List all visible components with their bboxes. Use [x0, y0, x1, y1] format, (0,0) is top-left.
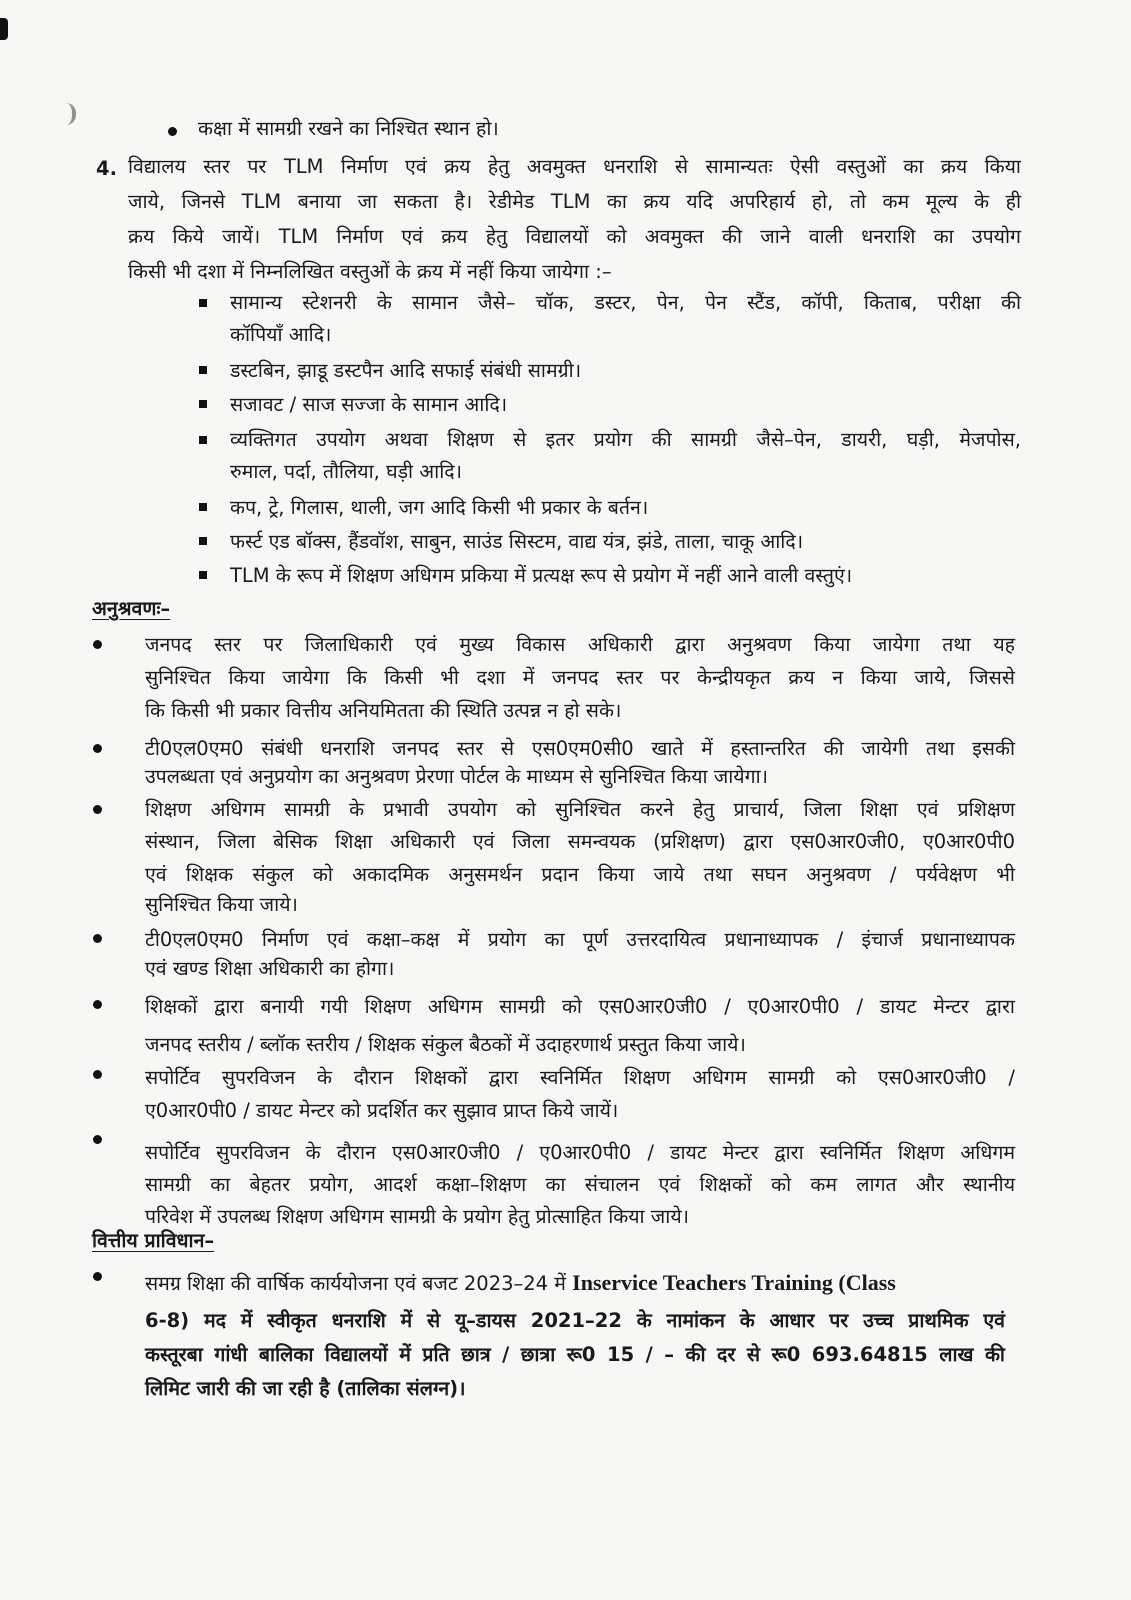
square-bullet-icon: [199, 503, 207, 511]
scan-edge-mark: [0, 18, 8, 40]
scan-punch-mark: [60, 103, 76, 125]
bullet-icon: [93, 640, 102, 649]
item4-line: क्रय किये जायें। TLM निर्माण एवं क्रय हेतु विद्यालयों को अवमुक्त की जाने वाली धनराशि का उपयोग: [128, 225, 1021, 248]
exclusion-item: फर्स्ट एड बॉक्स, हैंडवॉश, साबुन, साउंड सिस्टम, वाद्य यंत्र, झंडे, ताला, चाकू आदि।: [230, 530, 804, 553]
exclusion-item: सजावट / साज सज्जा के सामान आदि।: [230, 393, 508, 416]
bullet-icon: [93, 1000, 102, 1009]
monitoring-item: टी0एल0एम0 निर्माण एवं कक्षा–कक्ष में प्रयोग का पूर्ण उत्तरदायित्व प्रधानाध्यापक / इंचार्ज प्रधानाध्यापक: [145, 928, 1015, 951]
bullet-icon: [93, 1070, 102, 1079]
finance-text: समग्र शिक्षा की वार्षिक कार्ययोजना एवं बजट 2023–24 में: [145, 1272, 566, 1295]
monitoring-item: सुनिश्चित किया जायेगा कि किसी भी दशा में जनपद स्तर पर केन्द्रीयकृत क्रय न किया जाये, जिससे: [145, 666, 1015, 689]
monitoring-item: संस्थान, जिला बेसिक शिक्षा अधिकारी एवं जिला समन्वयक (प्रशिक्षण) द्वारा एस0आर0जी0, ए0आर0पी0: [145, 830, 1015, 853]
exclusion-item: कॉपियाँ आदि।: [230, 323, 332, 346]
monitoring-item: एवं शिक्षक संकुल को अकादमिक अनुसमर्थन प्रदान किया जाये तथा सघन अनुश्रवण / पर्यवेक्षण भी: [145, 863, 1015, 886]
finance-bold-line: लिमिट जारी की जा रही है (तालिका संलग्न)।: [145, 1377, 466, 1400]
finance-bold-line: 6-8) मद में स्वीकृत धनराशि में से यू–डायस 2021–22 के नामांकन के आधार पर उच्च प्राथमिक एवं: [145, 1309, 1005, 1332]
bullet-icon: [93, 1272, 102, 1281]
monitoring-item: टी0एल0एम0 संबंधी धनराशि जनपद स्तर से एस0एम0सी0 खाते में हस्तान्तरित की जायेगी तथा इसकी: [145, 737, 1015, 760]
item-number: 4.: [96, 157, 117, 180]
monitoring-item: जनपद स्तर पर जिलाधिकारी एवं मुख्य विकास अधिकारी द्वारा अनुश्रवण किया जायेगा तथा यह: [145, 633, 1015, 656]
bullet-icon: [168, 127, 177, 136]
item4-line: विद्यालय स्तर पर TLM निर्माण एवं क्रय हेतु अवमुक्त धनराशि से सामान्यतः ऐसी वस्तुओं का क्रय किया: [128, 155, 1021, 178]
finance-heading: वित्तीय प्राविधान–: [92, 1229, 215, 1252]
item4-line: किसी भी दशा में निम्नलिखित वस्तुओं के क्रय में नहीं किया जायेगा :–: [128, 260, 612, 283]
finance-line: [145, 1270, 896, 1297]
square-bullet-icon: [199, 571, 207, 579]
bullet-icon: [93, 1135, 102, 1144]
exclusion-item: सामान्य स्टेशनरी के सामान जैसे– चॉक, डस्टर, पेन, पेन स्टैंड, कॉपी, किताब, परीक्षा की: [230, 291, 1021, 314]
bullet-icon: [93, 744, 102, 753]
monitoring-item: शिक्षकों द्वारा बनायी गयी शिक्षण अधिगम सामग्री को एस0आर0जी0 / ए0आर0पी0 / डायट मेन्टर द्वारा: [145, 995, 1015, 1018]
exclusion-item: कप, ट्रे, गिलास, थाली, जग आदि किसी भी प्रकार के बर्तन।: [230, 496, 649, 519]
exclusion-item: व्यक्तिगत उपयोग अथवा शिक्षण से इतर प्रयोग की सामग्री जैसे–पेन, डायरी, घड़ी, मेजपोस,: [230, 428, 1021, 451]
bullet-icon: [93, 934, 102, 943]
monitoring-item: कि किसी भी प्रकार वित्तीय अनियमितता की स्थिति उत्पन्न न हो सके।: [145, 699, 622, 722]
monitoring-item: सपोर्टिव सुपरविजन के दौरान एस0आर0जी0 / ए0आर0पी0 / डायट मेन्टर द्वारा स्वनिर्मित शिक्षण अधिगम: [145, 1141, 1015, 1164]
finance-bold-line: कस्तूरबा गांधी बालिका विद्यालयों में प्रति छात्र / छात्रा रू0 15 / – की दर से रू0 693.64815 लाख की: [145, 1343, 1005, 1366]
square-bullet-icon: [199, 366, 207, 374]
monitoring-item: परिवेश में उपलब्ध शिक्षण अधिगम सामग्री के प्रयोग हेतु प्रोत्साहित किया जाये।: [145, 1205, 690, 1228]
monitoring-heading: अनुश्रवणः–: [92, 597, 171, 620]
monitoring-item: जनपद स्तरीय / ब्लॉक स्तरीय / शिक्षक संकुल बैठकों में उदाहरणार्थ प्रस्तुत किया जाये।: [145, 1033, 746, 1056]
monitoring-item: एवं खण्ड शिक्षा अधिकारी का होगा।: [145, 957, 395, 980]
top-bullet-text: कक्षा में सामग्री रखने का निश्चित स्थान हो।: [198, 117, 499, 140]
exclusion-item: रुमाल, पर्दा, तौलिया, घड़ी आदि।: [230, 460, 462, 483]
bullet-icon: [93, 805, 102, 814]
monitoring-item: सपोर्टिव सुपरविजन के दौरान शिक्षकों द्वारा स्वनिर्मित शिक्षण अधिगम सामग्री को एस0आर0जी0 /: [145, 1066, 1015, 1089]
monitoring-item: शिक्षण अधिगम सामग्री के प्रभावी उपयोग को सुनिश्चित करने हेतु प्राचार्य, जिला शिक्षा एवं प्रशिक्षण: [145, 798, 1015, 821]
exclusion-item: डस्टबिन, झाडू डस्टपैन आदि सफाई संबंधी सामग्री।: [230, 359, 582, 382]
square-bullet-icon: [199, 537, 207, 545]
monitoring-item: ए0आर0पी0 / डायट मेन्टर को प्रदर्शित कर सुझाव प्राप्त किये जायें।: [145, 1099, 619, 1122]
item4-line: जाये, जिनसे TLM बनाया जा सकता है। रेडीमेड TLM का क्रय यदि अपरिहार्य हो, तो कम मूल्य के ही: [128, 190, 1021, 213]
monitoring-item: सामग्री का बेहतर प्रयोग, आदर्श कक्षा–शिक्षण का संचालन एवं शिक्षकों को कम लागत और स्थानीय: [145, 1173, 1015, 1196]
finance-bold-text: Inservice Teachers Training (Class: [572, 1270, 896, 1295]
square-bullet-icon: [199, 400, 207, 408]
square-bullet-icon: [199, 299, 207, 307]
monitoring-item: सुनिश्चित किया जाये।: [145, 893, 298, 916]
exclusion-item: TLM के रूप में शिक्षण अधिगम प्रकिया में प्रत्यक्ष रूप से प्रयोग में नहीं आने वाली वस्तुएं।: [230, 564, 853, 587]
square-bullet-icon: [199, 436, 207, 444]
monitoring-item: उपलब्धता एवं अनुप्रयोग का अनुश्रवण प्रेरणा पोर्टल के माध्यम से सुनिश्चित किया जायेगा।: [145, 765, 769, 788]
